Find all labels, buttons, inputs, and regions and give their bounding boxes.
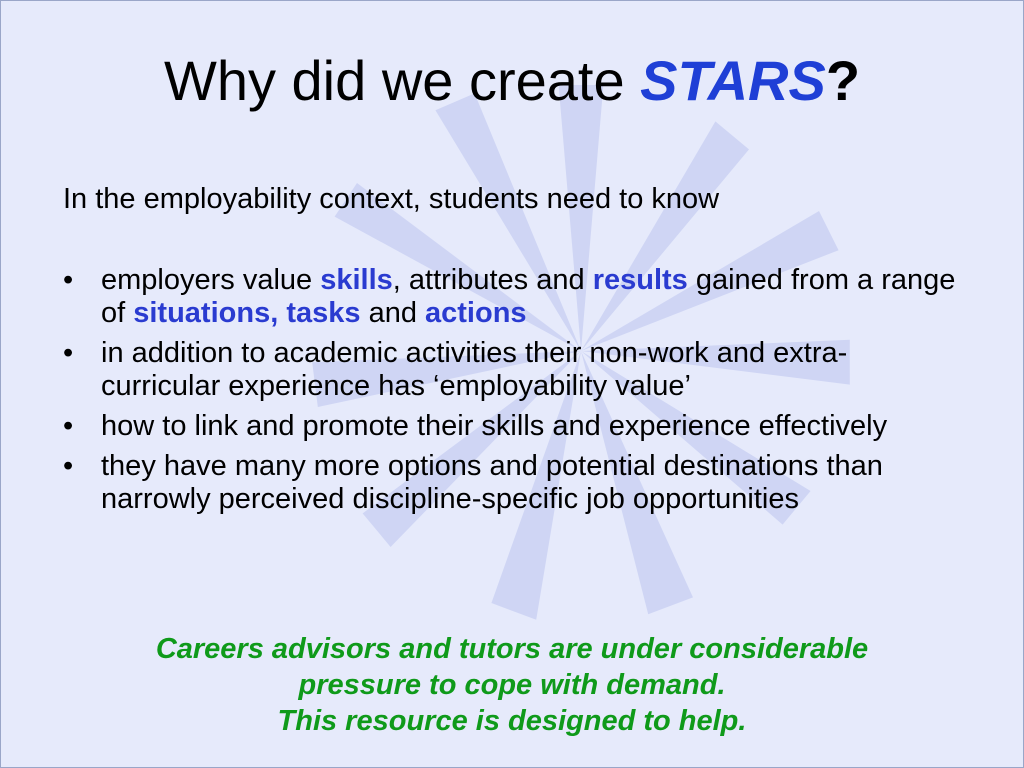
keyword-actions: actions: [425, 297, 527, 329]
closing-line-1: Careers advisors and tutors are under considerable: [155, 633, 869, 665]
bullet-list: [63, 264, 963, 523]
keyword-situations: situations: [133, 297, 271, 329]
bullet-marker: •: [63, 410, 74, 442]
bullet-text: , attributes and: [392, 264, 593, 296]
bullet-text: gained from a range of: [101, 264, 956, 329]
closing-line-3: This resource is designed to help.: [277, 705, 747, 737]
bullet-item: [63, 450, 963, 516]
keyword-skills: skills: [320, 264, 393, 296]
bullet-text: and: [360, 297, 426, 329]
intro-text: In the employability context, students need to know: [63, 183, 720, 215]
closing-line-2: pressure to cope with demand.: [298, 669, 726, 701]
bullet-item: [63, 337, 963, 403]
bullet-marker: •: [63, 337, 74, 369]
bullet-marker: •: [63, 450, 74, 482]
slide-title: [1, 45, 1023, 117]
title-prefix: Why did we create: [163, 49, 641, 112]
title-stars: STARS: [640, 49, 826, 112]
bullet-item: [63, 410, 963, 443]
closing-statement: [1, 631, 1023, 739]
keyword-tasks: tasks: [286, 297, 361, 329]
bullet-text: how to link and promote their skills and experience effectively: [101, 410, 888, 442]
bullet-text: in addition to academic activities their non-work and extra-curricular experience has ‘employability value’: [101, 337, 848, 402]
bullet-text: they have many more options and potential destinations than narrowly perceived discipline-specific job opportunities: [101, 450, 883, 515]
title-question-mark: ?: [825, 49, 861, 112]
keyword-separator: ,: [270, 297, 287, 329]
keyword-results: results: [592, 264, 688, 296]
bullet-marker: •: [63, 264, 74, 296]
bullet-item: [63, 264, 963, 330]
bullet-text: employers value: [101, 264, 321, 296]
